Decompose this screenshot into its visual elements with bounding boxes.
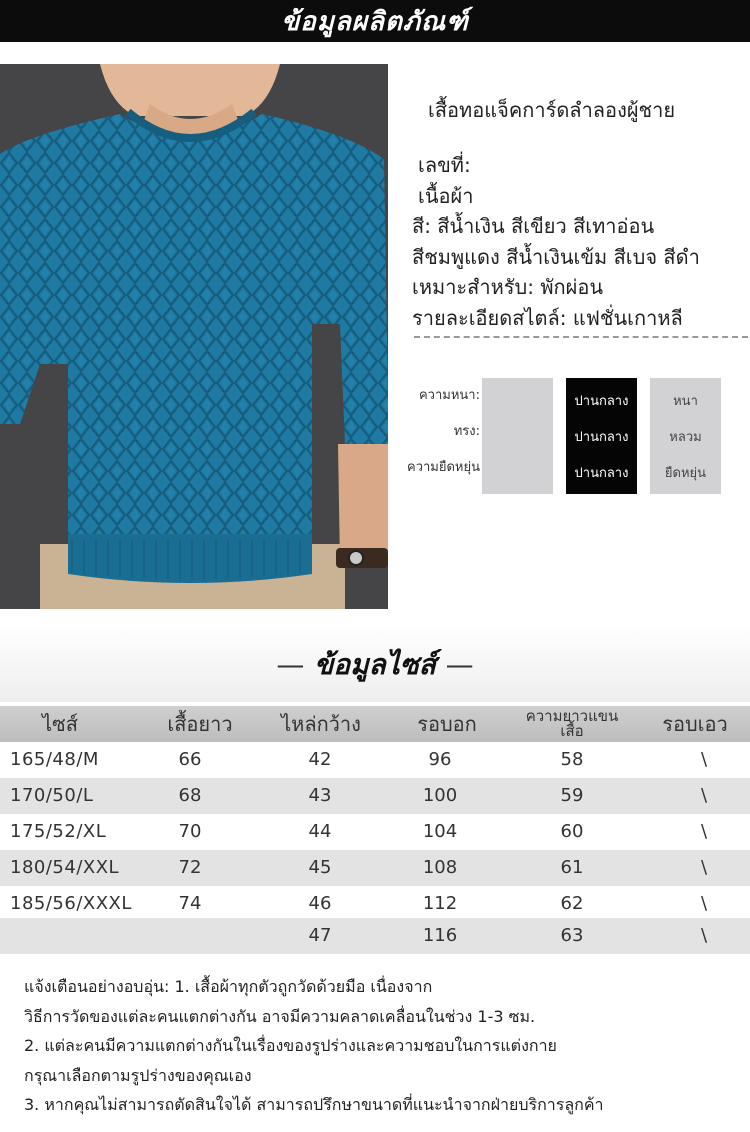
- dashed-divider: [414, 336, 748, 338]
- attr-label-elasticity: ความยืดหยุ่น: [407, 460, 480, 475]
- th-length: เสื้อยาว: [167, 711, 233, 736]
- info-line-colors-more: สีชมพูแดง สีน้ำเงินเข้ม สีเบจ สีดำ: [412, 244, 700, 269]
- th-sleeve: ความยาวแขนเสื้อ: [525, 707, 619, 740]
- cell-length: 72: [178, 857, 202, 878]
- cell-shoulder: 46: [308, 893, 332, 914]
- cell-size: 170/50/L: [10, 785, 94, 806]
- note-line: กรุณาเลือกตามรูปร่างของคุณเอง: [24, 1065, 252, 1085]
- title-dash-left: —: [276, 648, 305, 681]
- attr-mid-thickness: ปานกลาง: [574, 393, 629, 409]
- note-line: 3. หากคุณไม่สามารถตัดสินใจได้ สามารถปรึกษาขนาดที่แนะนำจากฝ่ายบริการลูกค้า: [24, 1095, 604, 1114]
- note-line: 2. แต่ละคนมีความแตกต่างกันในเรื่องของรูปร่างและความชอบในการแต่งกาย: [24, 1036, 557, 1055]
- cell-sleeve: 59: [560, 785, 584, 806]
- banner-title: ข้อมูลผลิตภัณฑ์: [281, 6, 469, 37]
- cell-shoulder: 47: [308, 925, 332, 946]
- size-table-header: [0, 706, 750, 742]
- attr-high-elasticity: ยืดหยุ่น: [664, 465, 707, 481]
- attr-scale-high: [650, 378, 721, 494]
- cell-shoulder: 45: [308, 857, 332, 878]
- cell-waist: \: [700, 821, 708, 842]
- title-dash-right: —: [445, 648, 474, 681]
- cell-waist: \: [700, 893, 708, 914]
- th-size: ไซส์: [42, 711, 78, 736]
- cell-waist: \: [700, 749, 708, 770]
- attr-label-fit: ทรง:: [453, 424, 480, 439]
- table-row: [0, 886, 750, 922]
- attr-mid-fit: ปานกลาง: [574, 429, 629, 445]
- attr-label-thickness: ความหนา:: [418, 388, 480, 403]
- cell-chest: 112: [422, 893, 458, 914]
- cell-chest: 108: [422, 857, 458, 878]
- cell-size: 185/56/XXXL: [10, 893, 132, 914]
- size-section-title: [0, 643, 750, 687]
- attr-mid-elasticity: ปานกลาง: [574, 465, 629, 481]
- cell-chest: 96: [428, 749, 452, 770]
- cell-shoulder: 42: [308, 749, 332, 770]
- top-banner: [0, 0, 750, 42]
- table-row: [0, 742, 750, 778]
- info-line-occasion: เหมาะสำหรับ: พักผ่อน: [412, 275, 604, 299]
- table-row: [0, 918, 750, 954]
- th-shoulder: ไหล่กว้าง: [281, 711, 361, 736]
- attr-scale-mid-selected: [566, 378, 637, 494]
- cell-sleeve: 61: [560, 857, 584, 878]
- attr-high-fit: หลวม: [669, 429, 702, 445]
- cell-shoulder: 43: [308, 785, 332, 806]
- size-notes: [24, 972, 744, 1120]
- table-row: [0, 850, 750, 886]
- info-line-colors: สี: สีน้ำเงิน สีเขียว สีเทาอ่อน: [412, 214, 655, 238]
- cell-length: 70: [178, 821, 202, 842]
- info-line-code: เลขที่:: [418, 153, 471, 177]
- info-line-fabric: เนื้อผ้า: [418, 183, 474, 208]
- cell-size: [0, 918, 150, 954]
- cell-size: 180/54/XXL: [10, 857, 120, 878]
- cell-length: 68: [178, 785, 202, 806]
- cell-chest: 104: [422, 821, 458, 842]
- attr-high-thickness: หนา: [673, 393, 698, 409]
- cell-waist: \: [700, 925, 708, 946]
- cell-length: [150, 918, 230, 954]
- cell-waist: \: [700, 857, 708, 878]
- th-waist: รอบเอว: [662, 711, 728, 736]
- note-line: วิธีการวัดของแต่ละคนแตกต่างกัน อาจมีความคลาดเคลื่อนในช่วง 1-3 ซม.: [24, 1006, 536, 1026]
- table-row: [0, 814, 750, 850]
- cell-sleeve: 60: [560, 821, 584, 842]
- attribute-labels: [388, 378, 480, 486]
- cell-waist: \: [700, 785, 708, 806]
- product-name: เสื้อทอแจ็คการ์ดลำลองผู้ชาย: [428, 98, 676, 122]
- table-row: [0, 778, 750, 814]
- cell-sleeve: 62: [560, 893, 584, 914]
- product-info-list: [412, 150, 748, 333]
- product-photo: [0, 64, 388, 609]
- info-line-style: รายละเอียดสไตล์: แฟชั่นเกาหลี: [412, 305, 683, 330]
- attr-scale-low: [482, 378, 553, 494]
- cell-chest: 100: [422, 785, 458, 806]
- cell-sleeve: 63: [560, 925, 584, 946]
- cell-sleeve: 58: [560, 749, 584, 770]
- note-line: แจ้งเตือนอย่างอบอุ่น: 1. เสื้อผ้าทุกตัวถูกวัดด้วยมือ เนื่องจาก: [24, 977, 433, 996]
- cell-length: 74: [178, 893, 202, 914]
- cell-size: 165/48/M: [10, 749, 99, 770]
- model-sweater-illustration: [0, 64, 388, 609]
- size-title-text: ข้อมูลไซส์: [314, 648, 436, 681]
- th-chest: รอบอก: [417, 711, 477, 736]
- cell-length: 66: [178, 749, 202, 770]
- cell-chest: 116: [422, 925, 458, 946]
- cell-size: 175/52/XL: [10, 821, 107, 842]
- cell-shoulder: 44: [308, 821, 332, 842]
